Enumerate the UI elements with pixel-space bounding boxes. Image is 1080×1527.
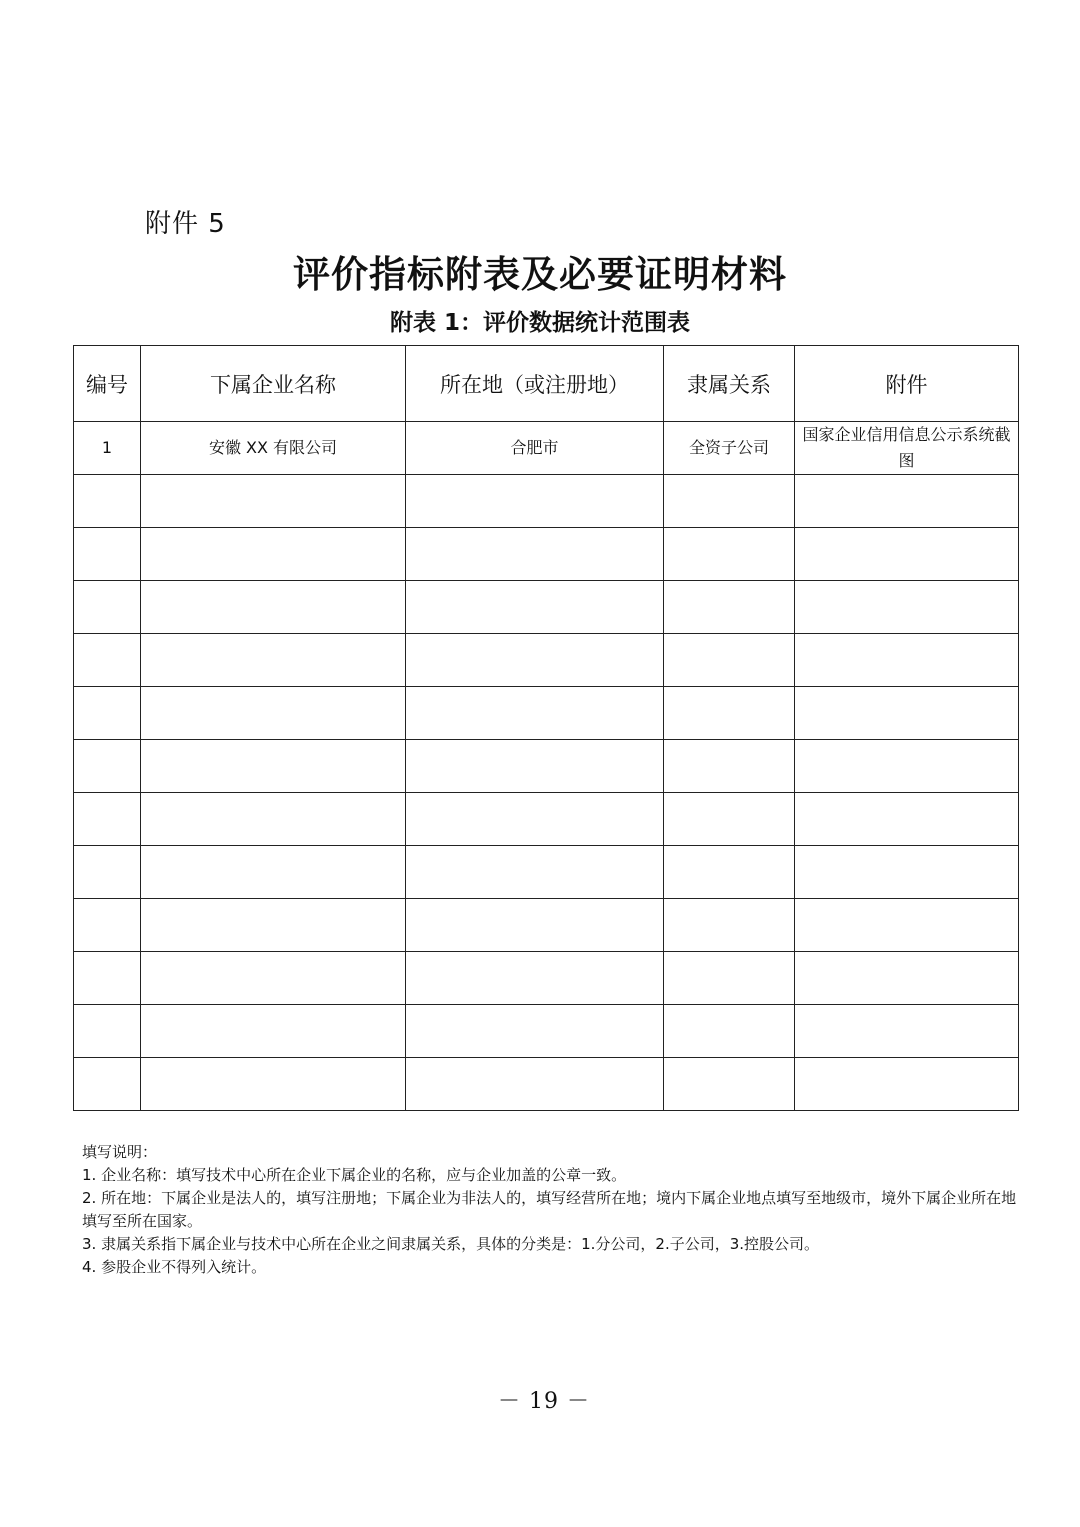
table-cell	[141, 740, 406, 793]
table-cell: 合肥市	[406, 422, 664, 475]
table-cell: 1	[74, 422, 141, 475]
table-cell	[795, 581, 1019, 634]
header-attachment: 附件	[795, 346, 1019, 422]
table-row	[74, 687, 1019, 740]
table-cell	[795, 687, 1019, 740]
table-header-row	[74, 346, 1019, 422]
table-cell: 全资子公司	[664, 422, 795, 475]
table-cell	[74, 846, 141, 899]
filling-instructions	[82, 1141, 1022, 1279]
table-cell	[141, 687, 406, 740]
table-cell	[141, 952, 406, 1005]
table-cell	[406, 846, 664, 899]
table-cell	[795, 899, 1019, 952]
table-cell	[74, 740, 141, 793]
table-cell	[795, 528, 1019, 581]
attachment-label: 附件 5	[145, 209, 226, 239]
table-cell	[406, 528, 664, 581]
page-number: － 19 －	[498, 1389, 590, 1414]
statistics-scope-table	[73, 345, 1019, 1111]
table-cell	[74, 687, 141, 740]
table-cell	[406, 740, 664, 793]
table-cell	[406, 793, 664, 846]
document-title: 评价指标附表及必要证明材料	[293, 252, 787, 296]
table-cell	[795, 846, 1019, 899]
table-row	[74, 422, 1019, 475]
table-cell	[406, 475, 664, 528]
table-cell	[74, 793, 141, 846]
table-cell	[141, 1005, 406, 1058]
table-cell	[664, 740, 795, 793]
table-cell	[141, 1058, 406, 1111]
table-row	[74, 475, 1019, 528]
table-row	[74, 634, 1019, 687]
table-row	[74, 952, 1019, 1005]
table-cell	[406, 1005, 664, 1058]
table-cell	[141, 634, 406, 687]
table-cell	[664, 1058, 795, 1111]
header-affiliation: 隶属关系	[664, 346, 795, 422]
table-cell	[74, 581, 141, 634]
table-cell	[664, 952, 795, 1005]
table-cell	[406, 1058, 664, 1111]
table-cell	[664, 899, 795, 952]
table-cell	[74, 952, 141, 1005]
table-cell	[795, 952, 1019, 1005]
table-cell	[795, 1005, 1019, 1058]
table-cell	[406, 899, 664, 952]
table-cell	[74, 634, 141, 687]
table-cell	[795, 740, 1019, 793]
table-cell	[406, 581, 664, 634]
table-cell	[141, 581, 406, 634]
table-cell	[141, 528, 406, 581]
table-cell	[141, 899, 406, 952]
table-cell: 安徽 XX 有限公司	[141, 422, 406, 475]
note-item: 3. 隶属关系指下属企业与技术中心所在企业之间隶属关系，具体的分类是：1.分公司，2.子公司，3.控股公司。	[82, 1235, 820, 1253]
table-cell	[74, 899, 141, 952]
table-cell	[664, 634, 795, 687]
table-cell	[406, 952, 664, 1005]
table-cell	[406, 687, 664, 740]
header-location: 所在地（或注册地）	[406, 346, 664, 422]
table-cell	[664, 1005, 795, 1058]
table-cell	[664, 846, 795, 899]
table-cell	[664, 475, 795, 528]
table-cell	[141, 846, 406, 899]
table-body	[74, 422, 1019, 1111]
table-cell	[74, 1058, 141, 1111]
table-row	[74, 1005, 1019, 1058]
note-item: 4. 参股企业不得列入统计。	[82, 1258, 267, 1276]
table-caption: 附表 1：评价数据统计范围表	[389, 310, 690, 336]
table-cell	[795, 634, 1019, 687]
table-cell	[664, 528, 795, 581]
table-cell	[74, 1005, 141, 1058]
table-row	[74, 1058, 1019, 1111]
table-row	[74, 740, 1019, 793]
table-cell: 国家企业信用信息公示系统截图	[795, 422, 1019, 475]
table-row	[74, 528, 1019, 581]
table-row	[74, 899, 1019, 952]
table-cell	[74, 475, 141, 528]
table-row	[74, 846, 1019, 899]
table-cell	[664, 581, 795, 634]
note-item: 2. 所在地：下属企业是法人的，填写注册地；下属企业为非法人的，填写经营所在地；境内下属企业地点填写至地级市，境外下属企业所在地填写至所在国家。	[82, 1189, 1017, 1230]
table-cell	[795, 475, 1019, 528]
table-cell	[664, 687, 795, 740]
notes-heading: 填写说明：	[82, 1143, 158, 1161]
note-item: 1. 企业名称：填写技术中心所在企业下属企业的名称，应与企业加盖的公章一致。	[82, 1166, 627, 1184]
table-cell	[141, 793, 406, 846]
table-cell	[406, 634, 664, 687]
header-subsidiary-name: 下属企业名称	[141, 346, 406, 422]
table-cell	[664, 793, 795, 846]
table-cell	[795, 793, 1019, 846]
table-cell	[795, 1058, 1019, 1111]
header-number: 编号	[74, 346, 141, 422]
table-row	[74, 581, 1019, 634]
table-cell	[74, 528, 141, 581]
table-cell	[141, 475, 406, 528]
table-row	[74, 793, 1019, 846]
